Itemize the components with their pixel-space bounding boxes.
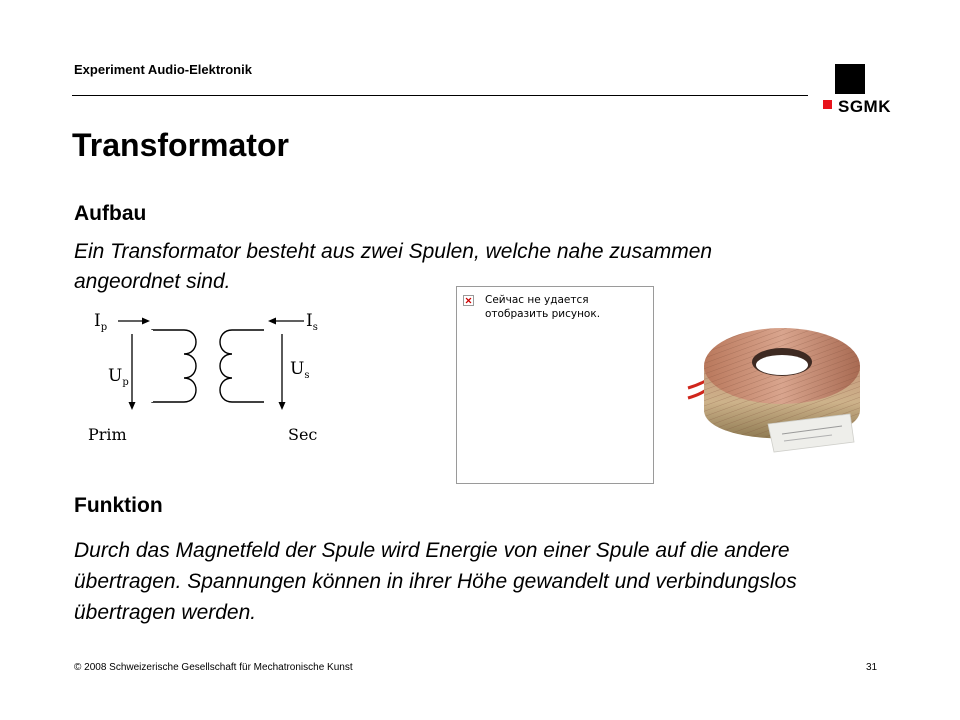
logo-text: SGMK <box>838 97 891 116</box>
section-heading-aufbau: Aufbau <box>74 202 147 225</box>
page-title: Transformator <box>72 127 289 163</box>
page-number: 31 <box>866 662 878 673</box>
secondary-voltage-label: $U_s$ <box>290 359 310 381</box>
primary-voltage-label: $U_p$ <box>108 366 129 388</box>
aufbau-paragraph: Ein Transformator besteht aus zwei Spulen, welche nahe zusammen angeordnet sind. <box>74 240 713 293</box>
transformer-schematic <box>78 308 338 450</box>
logo-accent-square <box>823 100 832 109</box>
broken-image-placeholder <box>456 286 654 484</box>
secondary-current-label: $I_s$ <box>306 311 318 333</box>
header-divider <box>72 95 808 96</box>
section-heading-funktion: Funktion <box>74 494 163 517</box>
broken-image-icon <box>463 295 474 306</box>
secondary-side-label: Sec <box>288 425 318 444</box>
toroidal-transformer-photo <box>682 318 882 468</box>
secondary-coil <box>220 330 264 402</box>
funktion-paragraph: Durch das Magnetfeld der Spule wird Energie von einer Spule auf die andere übertragen. Spannungen können in ihrer Höhe gewandelt und verbindungslos übertragen werden. <box>74 539 797 624</box>
footer-copyright: © 2008 Schweizerische Gesellschaft für Mechatronische Kunst <box>74 662 353 673</box>
broken-image-message: Сейчас не удается отобразить рисунок. <box>485 294 601 320</box>
logo-square <box>835 64 865 94</box>
primary-current-label: $I_p$ <box>94 311 108 333</box>
primary-coil <box>152 330 196 402</box>
course-title: Experiment Audio-Elektronik <box>74 62 252 77</box>
primary-side-label: Prim <box>88 425 127 444</box>
